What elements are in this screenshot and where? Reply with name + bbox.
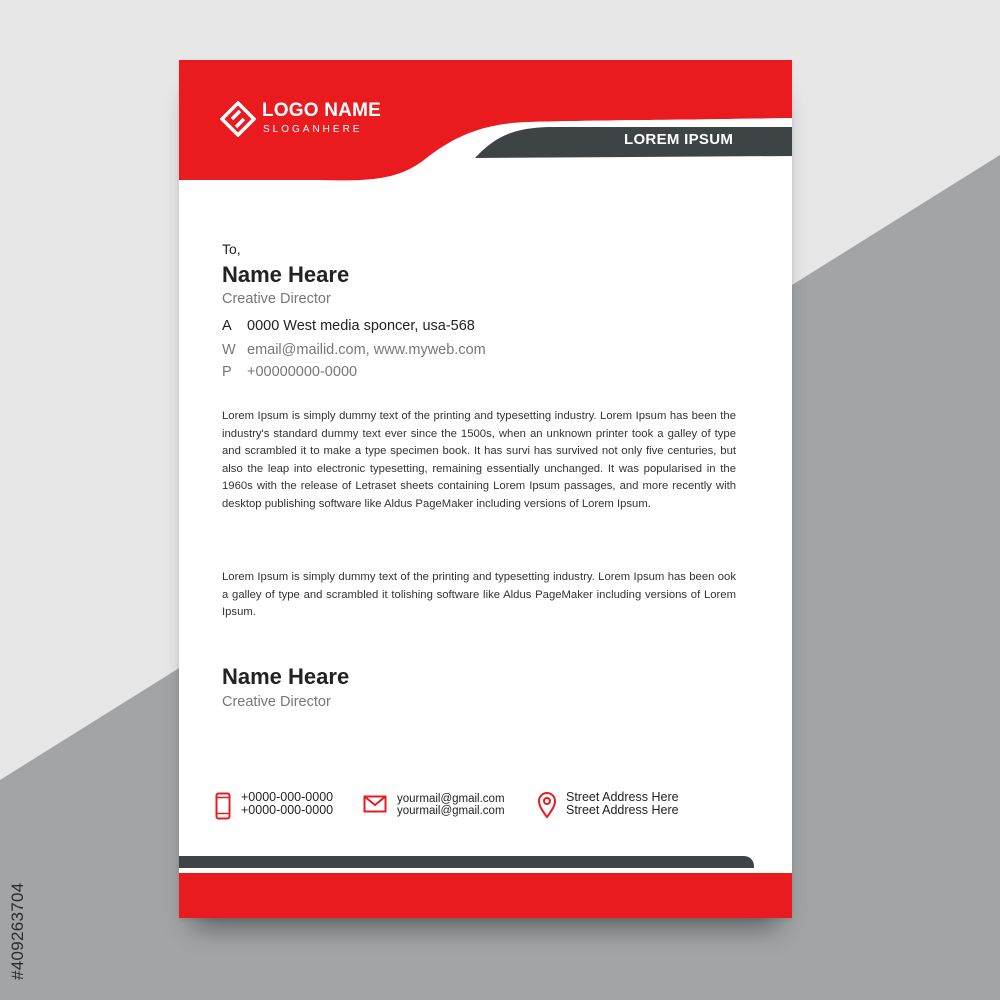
address-key: A bbox=[222, 318, 232, 334]
footer-phone-1: +0000-000-0000 bbox=[241, 790, 334, 804]
stock-id-text: #409263704 bbox=[8, 882, 27, 980]
web-value: email@mailid.com, www.myweb.com bbox=[247, 342, 486, 358]
web-key: W bbox=[222, 342, 236, 358]
footer-address-1: Street Address Here bbox=[566, 790, 679, 804]
footer-addresses bbox=[566, 791, 679, 817]
header-tag: LOREM IPSUM bbox=[624, 131, 734, 148]
location-pin-icon bbox=[537, 791, 557, 819]
body-paragraph-1: Lorem Ipsum is simply dummy text of the printing and typesetting industry. Lorem Ipsum has been the industry's standard dummy text ever since the 1500s, when an unknown printer took a galley of type and scrambled it to make a type specimen book. It has survi has survived not only five centuries, but also the leap into electronic typesetting, remaining essentially unchanged. It was popularised in the 1960s with the release of Letraset sheets containing Lorem Ipsum passages, and more recently with desktop publishing software like Aldus PageMaker including versions of Lorem Ipsum. bbox=[222, 410, 736, 510]
recipient-title: Creative Director bbox=[222, 291, 331, 307]
recipient-name: Name Heare bbox=[222, 262, 350, 287]
address-value: 0000 West media sponcer, usa-568 bbox=[247, 318, 475, 334]
signature-title: Creative Director bbox=[222, 694, 331, 710]
body-paragraph-2: Lorem Ipsum is simply dummy text of the printing and typesetting industry. Lorem Ipsum has been ook a galley of type and scrambled it tolishing software like Aldus PageMaker including versions of Lorem Ipsum. bbox=[222, 571, 736, 619]
logo-name: LOGO NAME bbox=[262, 100, 381, 121]
footer-email-2: yourmail@gmail.com bbox=[397, 805, 505, 817]
footer-address-2: Street Address Here bbox=[566, 803, 679, 817]
logo-icon bbox=[220, 101, 256, 137]
footer-banner bbox=[179, 848, 792, 918]
signature-name: Name Heare bbox=[222, 664, 350, 689]
footer-phone-2: +0000-000-0000 bbox=[241, 803, 334, 817]
phone-value: +00000000-0000 bbox=[247, 364, 358, 380]
phone-icon bbox=[215, 792, 231, 820]
footer-email-1: yourmail@gmail.com bbox=[397, 793, 505, 805]
footer-phones bbox=[241, 791, 333, 817]
logo-slogan: SLOGANHERE bbox=[263, 124, 363, 135]
letterhead-page bbox=[179, 60, 792, 918]
footer-emails bbox=[397, 793, 505, 817]
to-label: To, bbox=[222, 241, 241, 257]
phone-key: P bbox=[222, 364, 232, 380]
mail-icon bbox=[363, 795, 387, 813]
